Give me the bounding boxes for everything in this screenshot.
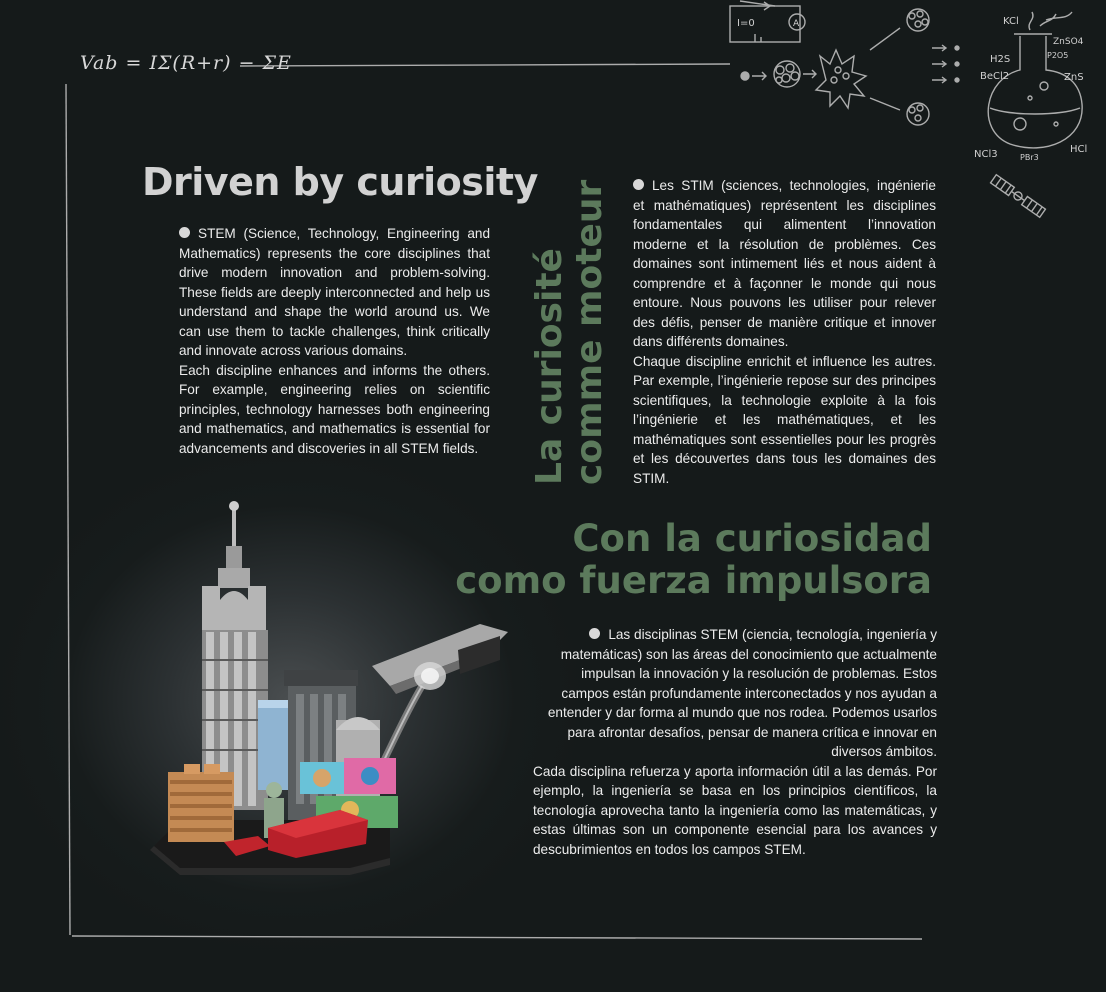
chem-label: H2S	[990, 54, 1011, 65]
english-paragraph-2: Each discipline enhances and informs the others. For example, engineering relies on scientific principles, technology harnesses both engineering and mathematics, and mathematics is essential for advancements and discoveries in all STEM fields.	[179, 362, 490, 456]
chem-label: P2O5	[1047, 51, 1069, 60]
frame-left-line	[66, 84, 70, 935]
heading-spanish-line-2: como fuerza impulsora	[455, 559, 932, 602]
spanish-paragraph-2: Cada disciplina refuerza y aporta información útil a las demás. Por ejemplo, la ingeniería se basa en los principios científicos, la tecnología aprovecha tanto la ingeniería como las matemáticas, y estas últimas son un componente esencial para los avances y descubrimientos en todos los campos STEM.	[533, 763, 937, 857]
frame-top-line	[240, 64, 730, 66]
heading-french-line-1: La curiosité	[529, 248, 570, 485]
english-paragraph-1: STEM (Science, Technology, Engineering and Mathematics) represents the core disciplines that drive modern innovation and problem-solving. These fields are deeply interconnected and help us understand and shape the world around us. We can use them to tackle challenges, think critically and innovate across various domains.	[179, 226, 490, 358]
spanish-paragraph-1: Las disciplinas STEM (ciencia, tecnología, ingeniería y matemáticas) son las áreas del conocimiento que actualmente impulsan la innovación y la resolución de problemas. Estos campos están profundamente interconectados y nos ayudan a entender y dar forma al mundo que nos rodea. Podemos usarlos para afrontar desafíos, pensar de manera crítica e innovar en diversos ámbitos.	[547, 627, 937, 759]
english-body	[179, 224, 490, 458]
chem-label: ZnS	[1064, 72, 1084, 83]
heading-spanish-line-1: Con la curiosidad	[572, 517, 932, 560]
chem-label: BeCl2	[980, 71, 1010, 82]
chem-label: HCl	[1070, 144, 1088, 155]
chem-label: KCl	[1003, 16, 1019, 27]
french-body	[633, 176, 936, 488]
chem-label: NCl3	[974, 149, 998, 160]
satellite-icon	[991, 175, 1046, 218]
bullet-icon	[179, 227, 190, 238]
heading-english: Driven by curiosity	[142, 160, 538, 204]
frame-bottom-line	[72, 936, 922, 939]
circuit-label: I=0	[737, 18, 755, 29]
french-paragraph-2: Chaque discipline enrichit et influence les autres. Par exemple, l’ingénierie repose sur des principes scientifiques, la technologie exploite à la fois l’ingénierie et les mathématiques, et les mathématiques sont essentielles pour les progrès et les découvertes dans tous les domaines des STIM.	[633, 353, 936, 486]
spanish-body	[533, 625, 937, 859]
chem-label: PBr3	[1020, 153, 1039, 162]
chem-label: ZnSO4	[1053, 37, 1084, 47]
bullet-icon	[633, 179, 644, 190]
heading-french-line-2: comme moteur	[569, 179, 610, 485]
chalk-formula: Vab = IΣ(R+r) − ΣE	[80, 52, 292, 74]
lego-city-skyline-image	[140, 490, 530, 890]
heading-french	[530, 165, 610, 485]
explosion-icon	[816, 50, 866, 108]
bullet-icon	[589, 628, 600, 639]
ammeter-label: A	[793, 19, 800, 29]
french-paragraph-1: Les STIM (sciences, technologies, ingénierie et mathématiques) représentent les disciplines fondamentales qui alimentent l’innovation moderne et la résolution de problèmes. Ces domaines sont intimement liés et nous aident à comprendre et à façonner le monde qui nous entoure. Nous pouvons les utiliser pour relever des défis, penser de manière critique et innover dans différents domaines.	[633, 178, 936, 349]
